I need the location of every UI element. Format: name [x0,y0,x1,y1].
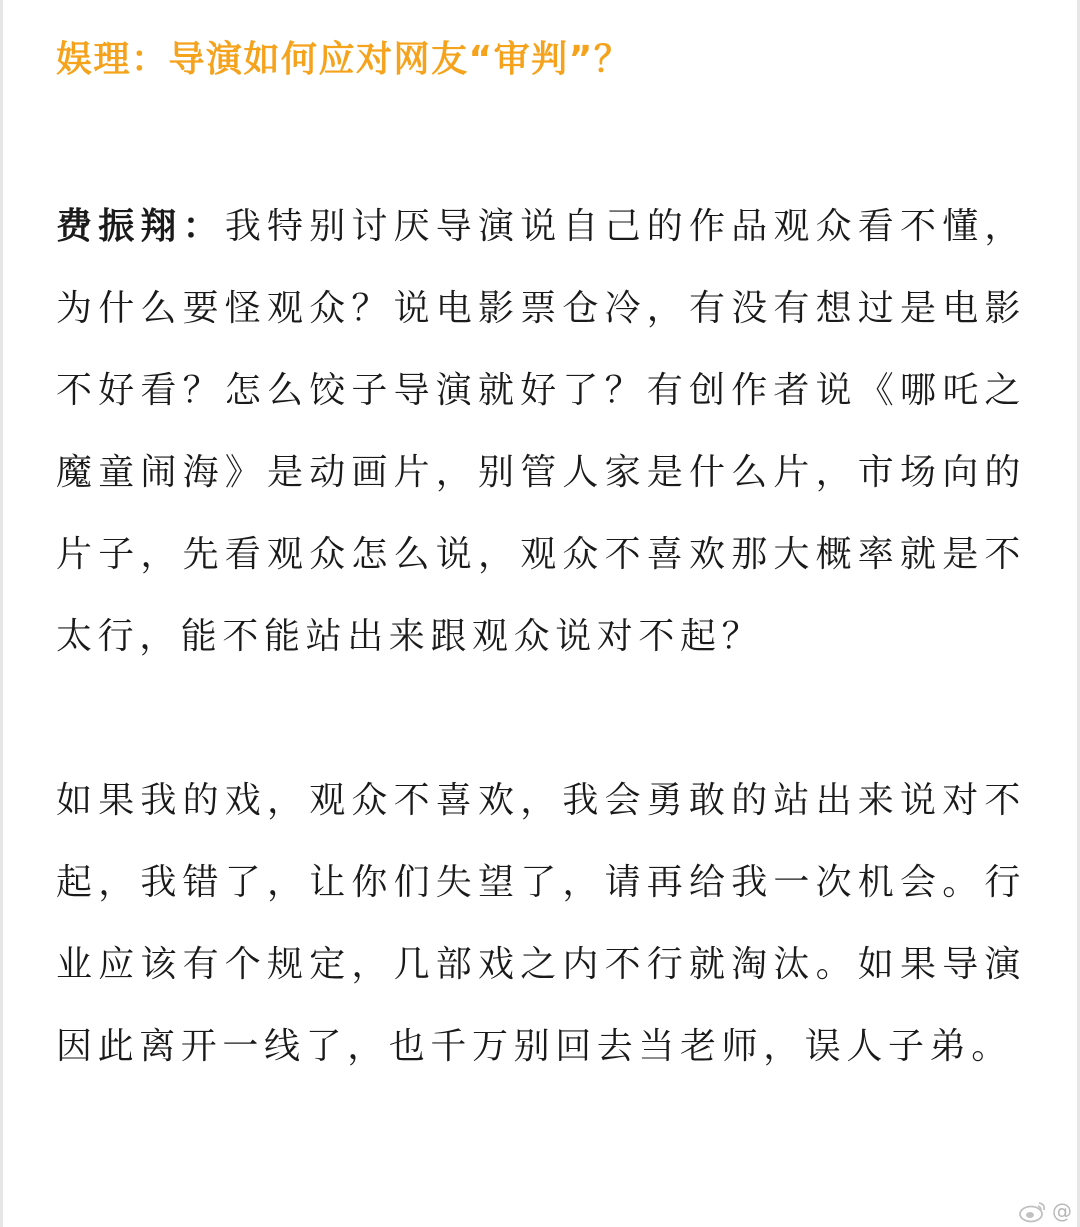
interview-question: 娱理：导演如何应对网友“审判”？ [56,39,632,80]
speaker-name: 费振翔： [56,206,225,247]
watermark [1018,1199,1072,1223]
answer-paragraph-1 [56,186,1026,678]
answer-text-2: 如果我的戏，观众不喜欢，我会勇敢的站出来说对不起，我错了，让你们失望了，请再给我一次机会。行业应该有个规定，几部戏之内不行就淘汰。如果导演因此离开一线了，也千万别回去当老师，误人子弟。 [56,780,1026,1067]
answer-paragraph-2 [56,760,1026,1088]
page-border-left [0,0,3,1227]
watermark-text: @ [1052,1199,1072,1223]
weibo-logo-icon [1018,1199,1048,1223]
article-body [56,28,1026,1088]
answer-text-1: 我特别讨厌导演说自己的作品观众看不懂，为什么要怪观众？说电影票仓冷，有没有想过是电影不好看？怎么饺子导演就好了？有创作者说《哪吒之魔童闹海》是动画片，别管人家是什么片，市场向的片子，先看观众怎么说，观众不喜欢那大概率就是不太行，能不能站出来跟观众说对不起？ [56,206,1027,657]
